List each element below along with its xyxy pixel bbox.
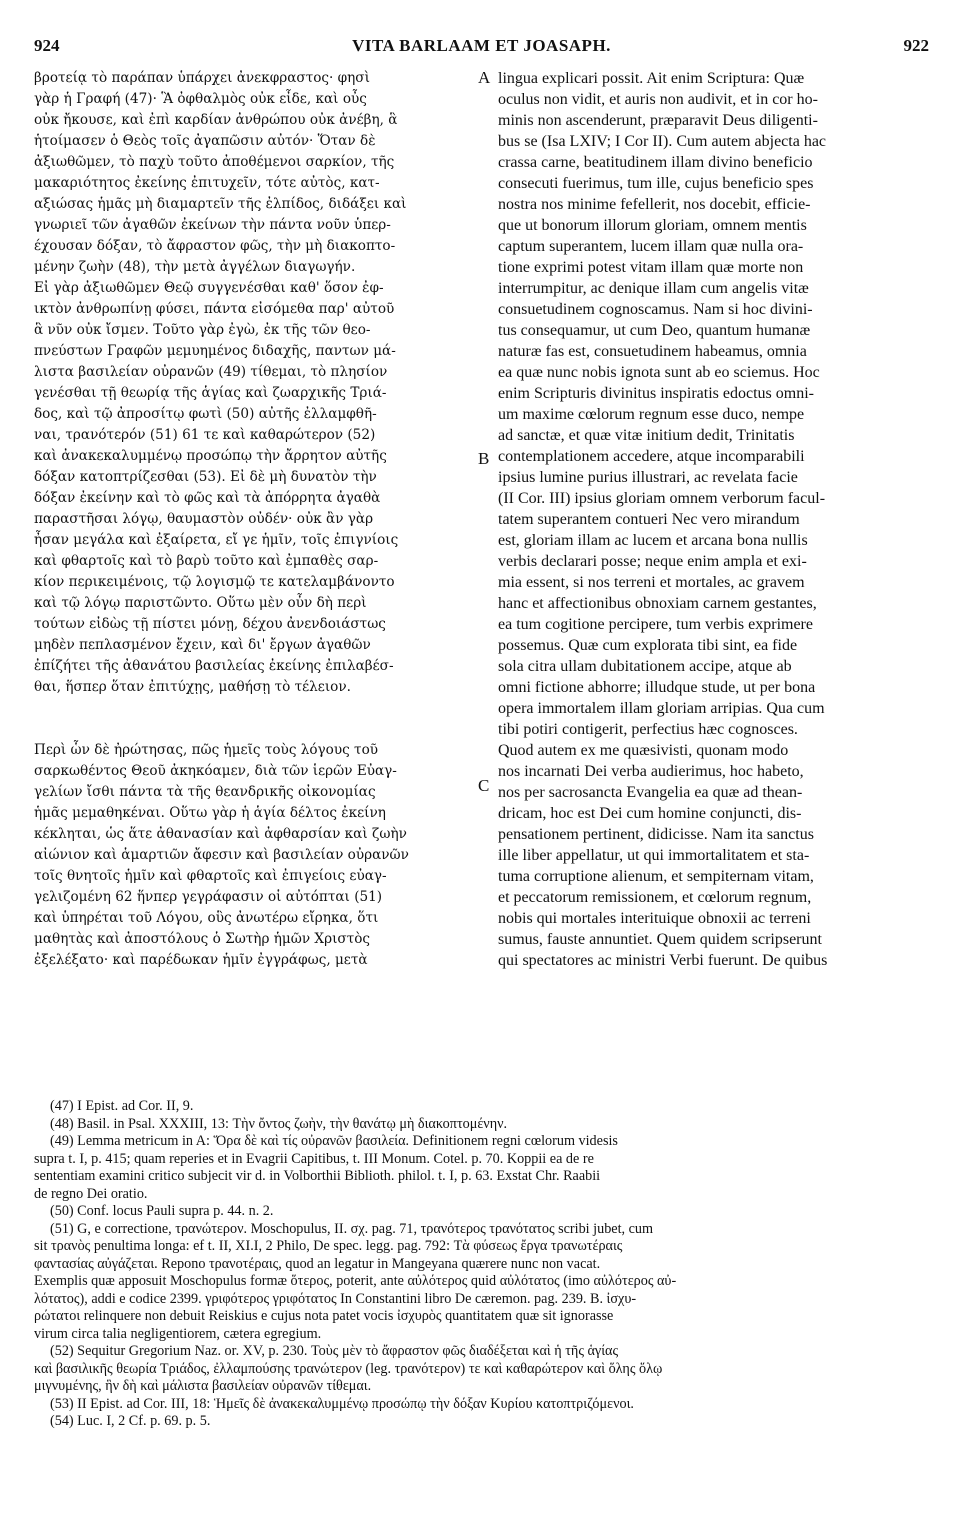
- latin-text-line: mia essent, si nos terreni et mortales, ac gravem: [498, 574, 805, 591]
- greek-text-line: παραστῆσαι λόγῳ, θαυμαστὸν οὐδέν· οὐκ ἂν γὰρ: [34, 511, 374, 527]
- greek-text-line: αἰώνιον καὶ ἁμαρτιῶν ἄφεσιν καὶ βασιλείαν οὐρανῶν: [34, 847, 409, 863]
- running-title: VITA BARLAAM ET JOASAPH.: [352, 36, 611, 55]
- latin-text-line: hanc et affectionibus obnoxiam carnem gestantes,: [498, 595, 817, 612]
- latin-text-line: sola citra ullam dubitationem accipe, atque ab: [498, 658, 792, 675]
- footnote-line: φαντασίας αὐγάζεται. Repono τρανοτέραις, quod an legatur in Mangeyana quærere nunc non vacat.: [34, 1255, 601, 1272]
- latin-text-line: enim Scripturis divinitus inspiratis edoctus omni-: [498, 385, 814, 402]
- greek-text-line: βροτείᾳ τὸ παράπαν ὑπάρχει ἀνεκφραστος· φησὶ: [34, 70, 370, 86]
- latin-text-line: minis non ascenderunt, præparavit Deus diligenti-: [498, 112, 818, 129]
- greek-text-line: γνωριεῖ τῶν ἀγαθῶν ἐκείνων τὴν πάντα νοῦν ὑπερ-: [34, 217, 391, 233]
- greek-text-line: οὐκ ἤκουσε, καὶ ἐπὶ καρδίαν ἀνθρώπου οὐκ ἀνέβη, ἃ: [34, 112, 398, 128]
- greek-text-line: αξιώσας ἡμᾶς μὴ διαμαρτεῖν τῆς ἐλπίδος, διδάξει καὶ: [34, 196, 407, 212]
- greek-text-line: [34, 698, 472, 740]
- greek-text-line: γελιζομένη 62 ἥνπερ γεγράφασιν οἱ αὐτόπται (51): [34, 889, 383, 905]
- footnote-line: virum circa talia negligentiorem, cætera egregium.: [34, 1325, 322, 1342]
- latin-text-line: tione exprimi potest vitam illam quæ morte non: [498, 259, 804, 276]
- latin-text-line: crassa carne, beatitudinem illam divino beneficio: [498, 154, 813, 171]
- latin-text-line: oculus non vidit, et auris non audivit, et in cor ho-: [498, 91, 818, 108]
- latin-text-line: interrumpitur, ac denique illam cum angelis vitæ: [498, 280, 809, 297]
- page-number-left: 924: [34, 36, 60, 55]
- latin-text-line: ad sanctæ, et quæ vitæ initium dedit, Trinitatis: [498, 427, 795, 444]
- greek-text-line: ικτὸν ἀνθρωπίνῃ φύσει, πάντα εἰσόμεθα παρ' αὐτοῦ: [34, 301, 395, 317]
- greek-text-line: καὶ ἀνακεκαλυμμένῳ προσώπῳ τὴν ἄρρητον αὐτῆς: [34, 448, 387, 464]
- greek-text-line: πνεύστων Γραφῶν μεμυημένος διδαχῆς, παντων μά-: [34, 343, 396, 359]
- greek-text-line: θαι, ἥσπερ ὅταν ἐπιτύχῃς, μαθήσῃ τὸ τέλειον.: [34, 679, 351, 695]
- latin-text-line: verbis declarari posse; neque enim ampla et exi-: [498, 553, 807, 570]
- latin-text-line: naturæ fas est, consuetudinem habeamus, omnia: [498, 343, 807, 360]
- greek-text-line: γενέσθαι τῇ θεωρίᾳ τῆς ἁγίας καὶ ζωαρχικῆς Τριά-: [34, 385, 387, 401]
- greek-text-line: δος, καὶ τῷ ἀπροσίτῳ φωτὶ (50) αὐτῆς ἐλλαμφθῆ-: [34, 406, 377, 422]
- footnote-line: (53) II Epist. ad Cor. III, 18: Ἡμεῖς δὲ ἀνακεκαλυμμένῳ προσώπῳ τὴν δόξαν Κυρίου κατοπτριζόμενοι.: [50, 1395, 634, 1412]
- greek-text-line: γὰρ ἡ Γραφή (47)· Ἃ ὀφθαλμὸς οὐκ εἶδε, καὶ οὖς: [34, 91, 367, 107]
- greek-text-line: δόξαν κατοπτρίζεσθαι (53). Εἰ δὲ μὴ δυνατὸν τὴν: [34, 469, 377, 485]
- latin-text-line: Quod autem ex me quæsivisti, quonam modo: [498, 742, 789, 759]
- latin-text-line: um maxime cœlorum regnum esse duco, nempe: [498, 406, 805, 423]
- latin-text-line: consuetudinem cognoscamus. Nam si hoc divini-: [498, 301, 813, 318]
- latin-text-line: consecuti fuerimus, tum ille, cujus beneficio spes: [498, 175, 814, 192]
- running-header: [34, 36, 929, 60]
- greek-text-line: Εἰ γὰρ ἀξιωθῶμεν Θεῷ συγγενέσθαι καθ' ὅσον ἐφ-: [34, 280, 384, 296]
- latin-text-line: tuma corruptione alienum, et sempiternam vitam,: [498, 868, 814, 885]
- greek-text-line: δόξαν ἐκείνην καὶ τὸ φῶς καὶ τὰ ἀπόρρητα ἀγαθὰ: [34, 490, 381, 506]
- footnote-line: sit τρανὸς penultima longa: ef t. II, XI.I, 2 Philo, De spec. legg. pag. 792: Τὰ φύσεως ἔργα τρανωτέραις: [34, 1238, 623, 1254]
- margin-letter-c: C: [478, 776, 490, 795]
- latin-text-line: sumus, fauste annuntiet. Quem quidem scripserunt: [498, 931, 822, 948]
- greek-text-line: κέκληται, ὡς ἅτε ἀθανασίαν καὶ ἀφθαρσίαν καὶ ζωὴν: [34, 826, 407, 842]
- latin-text-line: nobis qui mortales interituique obnoxii ac terreni: [498, 910, 811, 927]
- greek-text-line: κίον περικειμένοις, τῷ λογισμῷ τε κατελαμβάνοντο: [34, 574, 395, 590]
- greek-text-line: ἐξελέξατο· καὶ παρέδωκαν ἡμῖν ἐγγράφως, μετὰ: [34, 952, 368, 968]
- greek-text-line: μαθητὰς καὶ ἀποστόλους ὁ Σωτὴρ ἡμῶν Χριστὸς: [34, 931, 371, 947]
- latin-text-line: nostra nos minime fefellerit, nos docebit, efficie-: [498, 196, 811, 213]
- footnote-line: (52) Sequitur Gregorium Naz. or. XV, p. 230. Τοὺς μὲν τὸ ἄφραστον φῶς διαδέξεται καὶ ἡ τῆς ἁγίας: [50, 1343, 619, 1359]
- greek-text-line: Περὶ ὧν δὲ ἠρώτησας, πῶς ἡμεῖς τοὺς λόγους τοῦ: [34, 742, 379, 758]
- greek-text-line: λιστα βασιλείαν οὐρανῶν (49) τίθεμαι, τὸ πλησίον: [34, 364, 388, 380]
- latin-text-line: nos incarnati Dei verba audierimus, hoc habeto,: [498, 763, 804, 780]
- greek-column: [34, 68, 472, 971]
- latin-text-line: pensationem pertinent, didicisse. Nam ita sanctus: [498, 826, 814, 843]
- greek-text-line: καὶ τῷ λόγῳ παριστῶντο. Οὕτω μὲν οὖν δὴ περὶ: [34, 595, 367, 611]
- latin-text-line: contemplationem accedere, atque incomparabili: [498, 448, 805, 465]
- greek-text-line: ἦσαν μεγάλα καὶ ἐξαίρετα, εἴ γε ἡμῖν, τοῖς ἐπιγνίοις: [34, 532, 399, 548]
- greek-text-line: τούτων εἰδὼς τῇ πίστει μόνῃ, δέχου ἀνενδοιάστως: [34, 616, 386, 632]
- latin-text-line: tus consequamur, ut cum Deo, quantum humanæ: [498, 322, 811, 339]
- footnote-line: ρώτατοι relinquere non debuit Reiskius e cujus nota patet vocis ἰσχυρὸς quantitatem quæ sit ignorasse: [34, 1308, 614, 1324]
- latin-text-line: possemus. Quæ cum explorata tibi sint, ea fide: [498, 637, 798, 654]
- latin-text-line: (II Cor. III) ipsius gloriam omnem verborum facul-: [498, 490, 826, 507]
- greek-text-line: ἡμᾶς μεμαθηκέναι. Οὕτω γὰρ ἡ ἁγία δέλτος ἐκείνη: [34, 805, 386, 821]
- page-number-right: 922: [903, 36, 929, 55]
- footnote-line: μιγνυμένης, ἣν δὴ καὶ μάλιστα βασιλείαν οὐρανῶν τίθεμαι.: [34, 1378, 372, 1394]
- greek-text-line: σαρκωθέντος Θεοῦ ἀκηκόαμεν, διὰ τῶν ἱερῶν Εὐαγ-: [34, 763, 397, 779]
- greek-text-line: μακαριότητος ἐκείνης ἐπιτυχεῖν, τότε αὐτὸς, κατ-: [34, 175, 380, 191]
- latin-text-line: captum superantem, lucem illam quæ nulla ora-: [498, 238, 804, 255]
- latin-text-line: est, gloriam illam ac lucem et arcana bona nullis: [498, 532, 808, 549]
- greek-text-line: ναι, τρανότερόν (51) 61 τε καὶ καθαρώτερον (52): [34, 427, 376, 443]
- latin-text-line: ea tum cogitione percipere, tum verbis exprimere: [498, 616, 813, 633]
- latin-text-line: ipsius lumine purius illustrari, ac revelata facie: [498, 469, 798, 486]
- greek-text-line: ἀξιωθῶμεν, τὸ παχὺ τοῦτο ἀποθέμενοι σαρκίον, τῆς: [34, 154, 395, 170]
- margin-letter-b: B: [478, 449, 490, 468]
- greek-text-line: τοῖς θνητοῖς ἡμῖν καὶ φθαρτοῖς καὶ ἐπιγείοις εὐαγ-: [34, 868, 387, 884]
- footnote-line: (49) Lemma metricum in A: Ὅρα δὲ καὶ τίς οὐρανῶν βασιλεία. Definitionem regni cœlorum videsis: [50, 1133, 618, 1149]
- latin-text-line: nos per sacrosancta Evangelia ea quæ ad thean-: [498, 784, 803, 801]
- latin-text-line: tatem superantem contueri Nec vero mirandum: [498, 511, 800, 528]
- footnote-line: (50) Conf. locus Pauli supra p. 44. n. 2.: [50, 1203, 274, 1219]
- latin-text-line: qui spectatores ac ministri Verbi fuerunt. De quibus: [498, 952, 828, 969]
- greek-text-line: ἐπίζήτει τῆς ἀθανάτου βασιλείας ἐκείνης ἐπιλαβέσ-: [34, 658, 394, 674]
- footnotes: [34, 1098, 934, 1431]
- greek-text-line: μηδὲν πεπλασμένον ἔχειν, καὶ δι' ἔργων ἀγαθῶν: [34, 637, 371, 653]
- greek-text-line: έχουσαν δόξαν, τὸ ἄφραστον φῶς, τὴν μὴ διακοπτο-: [34, 238, 396, 254]
- latin-column: [498, 68, 930, 971]
- latin-text-line: et peccatorum remissionem, et cœlorum regnum,: [498, 889, 812, 906]
- greek-text-line: καὶ ὑπηρέται τοῦ Λόγου, οὓς ἀνωτέρω εἴρηκα, ὅτι: [34, 910, 379, 926]
- greek-text-line: μένην ζωὴν (48), τὴν μετὰ ἀγγέλων διαγωγήν.: [34, 259, 356, 275]
- latin-text-line: ea quæ nunc nobis ignota sunt ab eo sciemus. Hoc: [498, 364, 820, 381]
- footnote-line: (54) Luc. I, 2 Cf. p. 69. p. 5.: [50, 1413, 211, 1429]
- latin-text-line: lingua explicari possit. Ait enim Scriptura: Quæ: [498, 70, 805, 87]
- footnote-line: λότατος), addi e codice 2399. γριφότερος γριφότατος In Constantini libro De cæremon. pag. 239. B. ἰσχυ-: [34, 1290, 637, 1307]
- footnote-line: (48) Basil. in Psal. XXXIII, 13: Τὴν ὄντος ζωὴν, τὴν θανάτῳ μὴ διακοπτομένην.: [50, 1115, 508, 1132]
- greek-text-line: ἃ νῦν οὐκ ἴσμεν. Τοῦτο γὰρ ἐγὼ, ἐκ τῆς τῶν θεο-: [34, 322, 371, 338]
- latin-text-line: tibi potiri contigerit, perfectius hæc cognosces.: [498, 721, 798, 738]
- footnote-line: (51) G, e correctione, τρανώτερον. Moschopulus, II. σχ. pag. 71, τρανότερος τρανότατος scribi jubet, cum: [50, 1220, 654, 1237]
- margin-letter-a: A: [478, 68, 491, 87]
- footnote-line: sententiam examini critico subjecit vir d. in Volborthii Biblioth. philol. t. I, p. 63. Exstat Chr. Raabii: [34, 1168, 601, 1184]
- greek-text-line: γελίων ἴσθι πάντα τὰ τῆς θεανδρικῆς οἰκονομίας: [34, 784, 376, 800]
- greek-text-line: ἡτοίμασεν ὁ Θεὸς τοῖς ἀγαπῶσιν αὐτόν· Ὅταν δὲ: [34, 133, 376, 149]
- latin-text-line: que ut bonorum illorum gloriam, omnem mentis: [498, 217, 807, 234]
- greek-text-line: καὶ φθαρτοῖς καὶ τὸ βαρὺ τοῦτο καὶ ἐμπαθὲς σαρ-: [34, 553, 379, 569]
- footnote-line: Exemplis quæ apposuit Moschopulus formæ ὅτερος, poterit, ante αὐλότερος quid αὐλότατος (imo αὐλότερος αὐ-: [34, 1273, 677, 1289]
- footnote-line: καὶ βασιλικῆς θεωρία Τριάδος, ἐλλαμπούσης τρανώτερον (leg. τρανότερον) τε καὶ καθαρώτερον καὶ ὅλης ὅλῳ: [34, 1360, 663, 1377]
- footnote-line: (47) I Epist. ad Cor. II, 9.: [50, 1098, 194, 1114]
- latin-text-line: opera immortalem illam gloriam arripias. Qua cum: [498, 700, 825, 717]
- footnote-line: supra t. I, p. 415; quam reperies et in Evagrii Capitibus, t. III Monum. Cotel. p. 70. Koppii ea de re: [34, 1150, 594, 1167]
- footnote-line: de regno Dei oratio.: [34, 1185, 148, 1202]
- latin-text-line: omni fictione abhorre; illudque stude, ut per bona: [498, 679, 816, 696]
- latin-text-line: bus se (Isa LXIV; I Cor II). Cum autem abjecta hac: [498, 133, 827, 150]
- latin-text-line: dricam, hoc est Dei cum homine conjuncti, dis-: [498, 805, 802, 822]
- latin-text-line: ille liber appellatur, ut qui immortalitatem et sta-: [498, 847, 810, 864]
